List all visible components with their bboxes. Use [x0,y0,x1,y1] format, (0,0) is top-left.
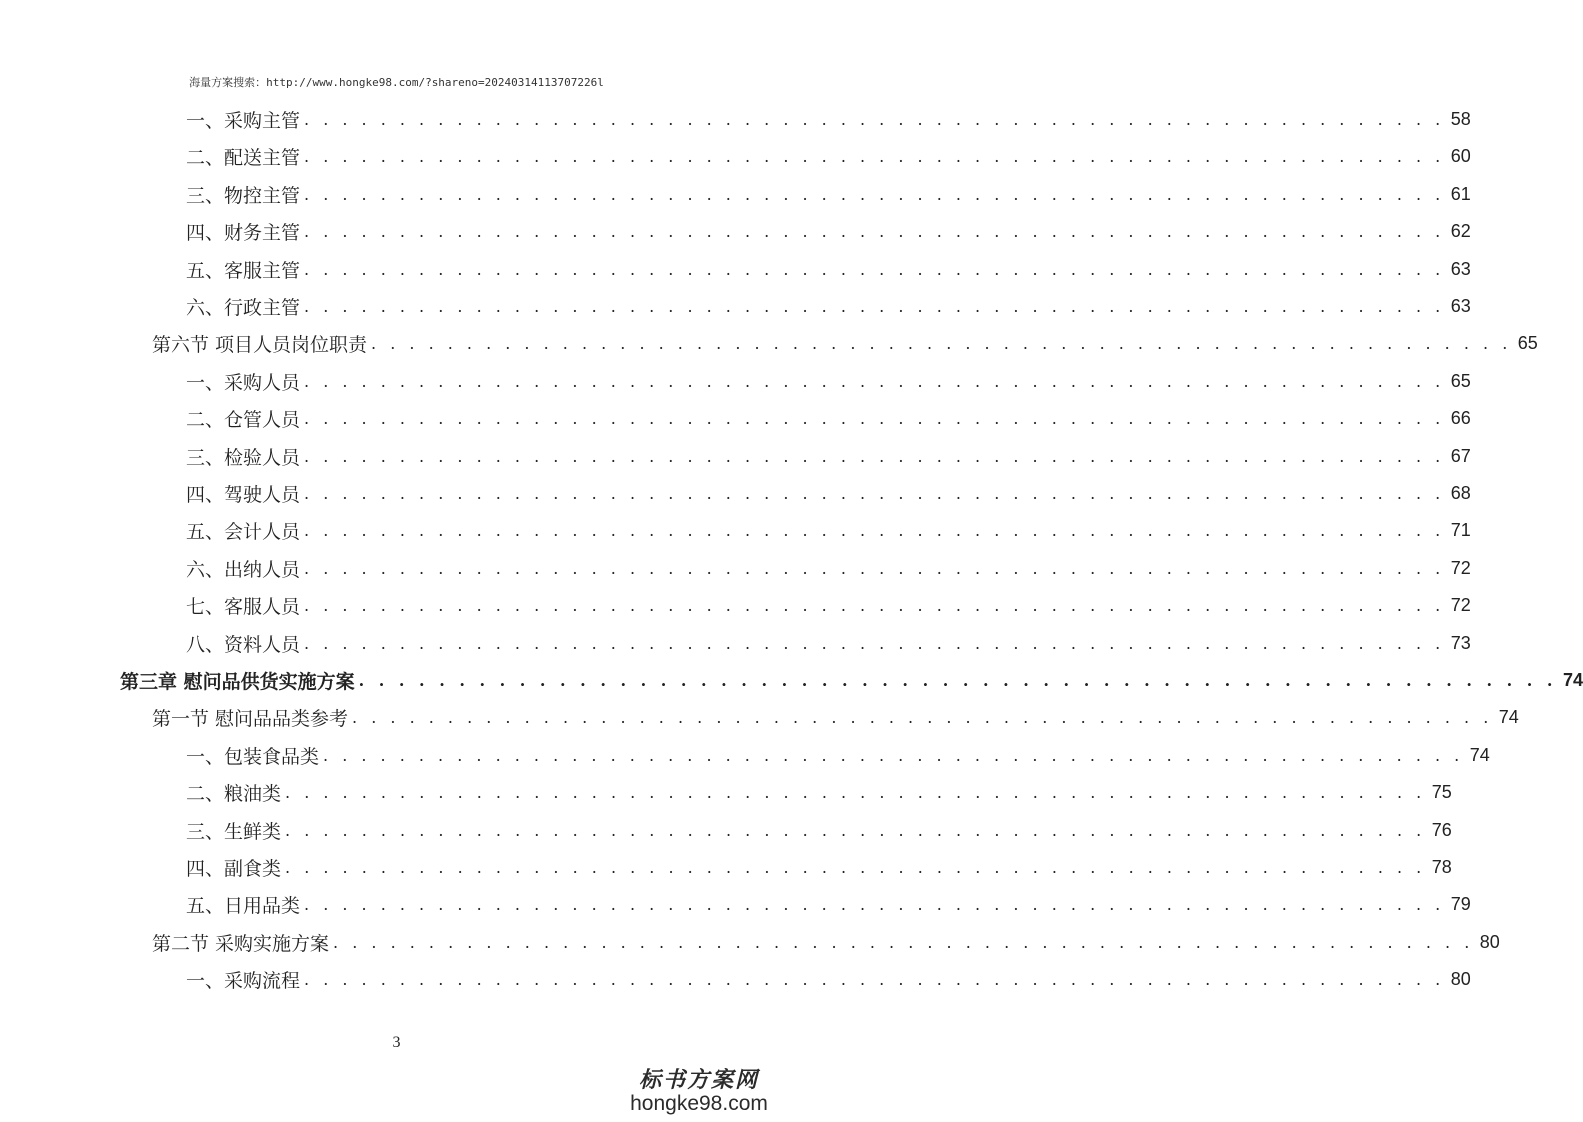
toc-entry-label: 三、检验人员 [186,446,301,469]
toc-entry-label: 第三章 慰问品供货实施方案 [120,671,355,693]
toc-dot-leader: . . . . . . . . . . . . . . . . . . . . . . . . . . . . . . . . . . . . . . . . . . . . . . . . . . . . . . . . . . . . [304,110,1445,129]
toc-entry-page: 61 [1450,183,1471,204]
toc-dot-leader: . . . . . . . . . . . . . . . . . . . . . . . . . . . . . . . . . . . . . . . . . . . . . . . . . . . . . . . . . . . . [304,409,1445,429]
toc-entry-label: 二、粮油类 [186,783,282,806]
toc-entry-label: 第二节 采购实施方案 [152,932,330,955]
toc-subsection-entry[interactable] [186,737,1490,774]
toc-dot-leader: . . . . . . . . . . . . . . . . . . . . . . . . . . . . . . . . . . . . . . . . . . . . . . . . . . . . . . . . . . . . [371,334,1512,354]
toc-entry-label: 一、采购人员 [186,371,301,394]
toc-dot-leader: . . . . . . . . . . . . . . . . . . . . . . . . . . . . . . . . . . . . . . . . . . . . . . . . . . . . . . . . . . . . [352,708,1493,728]
toc-dot-leader: . . . . . . . . . . . . . . . . . . . . . . . . . . . . . . . . . . . . . . . . . . . . . . . . . . . . . . . . . . . . [285,820,1426,840]
toc-entry-page: 80 [1450,969,1471,990]
toc-dot-leader: . . . . . . . . . . . . . . . . . . . . . . . . . . . . . . . . . . . . . . . . . . . . . . . . . . . . . . . . . . . . [304,558,1445,578]
toc-subsection-entry[interactable] [186,400,1471,437]
toc-subsection-entry[interactable] [186,138,1471,175]
header-search-link[interactable]: 海量方案搜索：http://www.hongke98.com/?shareno=20240314113707226l [189,76,604,89]
toc-entry-page: 68 [1450,483,1471,503]
toc-entry-label: 第一节 慰问品品类参考 [152,708,349,731]
watermark-brand: 标书方案网 [638,1068,759,1093]
toc-dot-leader: . . . . . . . . . . . . . . . . . . . . . . . . . . . . . . . . . . . . . . . . . . . . . . . . . . . . . . . . . . . . [304,371,1445,391]
toc-dot-leader: . . . . . . . . . . . . . . . . . . . . . . . . . . . . . . . . . . . . . . . . . . . . . . . . . . . . . . . . . . . . [304,484,1445,503]
toc-dot-leader: . . . . . . . . . . . . . . . . . . . . . . . . . . . . . . . . . . . . . . . . . . . . . . . . . . . . . . . . . . . . [285,858,1426,877]
toc-entry-label: 五、会计人员 [186,521,301,544]
toc-subsection-entry[interactable] [186,363,1471,400]
toc-entry-page: 66 [1450,408,1471,429]
toc-entry-label: 第六节 项目人员岗位职责 [152,334,368,357]
toc-entry-page: 74 [1469,744,1490,765]
toc-subsection-entry[interactable] [186,438,1471,475]
toc-subsection-entry[interactable] [186,512,1471,549]
toc-entry-page: 79 [1450,894,1471,915]
toc-subsection-entry[interactable] [186,475,1471,512]
toc-dot-leader: . . . . . . . . . . . . . . . . . . . . . . . . . . . . . . . . . . . . . . . . . . . . . . . . . . . . . . . . . . . . [304,259,1445,279]
toc-entry-label: 四、副食类 [186,858,282,880]
toc-entry-label: 六、出纳人员 [186,558,301,581]
toc-entry-page: 72 [1450,557,1471,578]
toc-subsection-entry[interactable] [186,886,1471,923]
toc-entry-page: 62 [1450,221,1471,242]
watermark-url: hongke98.com [630,1092,768,1115]
toc-subsection-entry[interactable] [186,288,1471,325]
toc-entry-page: 75 [1431,782,1452,803]
toc-entry-page: 63 [1450,258,1471,279]
toc-entry-page: 71 [1450,520,1471,541]
toc-entry-label: 二、仓管人员 [186,409,301,432]
toc-subsection-entry[interactable] [186,812,1452,849]
watermark-logo [619,1063,779,1116]
toc-subsection-entry[interactable] [186,550,1471,587]
toc-dot-leader: . . . . . . . . . . . . . . . . . . . . . . . . . . . . . . . . . . . . . . . . . . . . . . . . . . . . . . . . . . . . [304,521,1445,541]
toc-entry-page: 72 [1450,595,1471,616]
toc-subsection-entry[interactable] [186,849,1452,886]
toc-dot-leader: . . . . . . . . . . . . . . . . . . . . . . . . . . . . . . . . . . . . . . . . . . . . . . . . . . . . . . . . . . . . [304,184,1445,204]
toc-entry-page: 80 [1479,931,1500,952]
toc-entry-label: 五、客服主管 [186,259,301,282]
toc-entry-page: 58 [1450,109,1471,129]
toc-entry-page: 65 [1450,370,1471,391]
toc-entry-page: 60 [1450,146,1471,167]
toc-entry-label: 三、物控主管 [186,184,301,207]
toc-entry-label: 一、包装食品类 [186,745,320,768]
toc-entry-page: 67 [1450,445,1471,466]
toc-entry-label: 五、日用品类 [186,895,301,918]
toc-entry-label: 一、采购流程 [186,970,301,993]
toc-dot-leader: . . . . . . . . . . . . . . . . . . . . . . . . . . . . . . . . . . . . . . . . . . . . . . . . . . . . . . . . . . . . [304,147,1445,167]
toc-entry-page: 65 [1517,333,1538,354]
toc-dot-leader: . . . . . . . . . . . . . . . . . . . . . . . . . . . . . . . . . . . . . . . . . . . . . . . . . . . . . . . . . . . . [333,932,1474,952]
toc-entry-page: 74 [1563,670,1583,690]
toc-entry-label: 四、驾驶人员 [186,484,301,506]
toc-entry-label: 一、采购主管 [186,110,301,132]
toc-subsection-entry[interactable] [186,961,1471,998]
toc-subsection-entry[interactable] [186,101,1471,138]
toc-entry-label: 二、配送主管 [186,147,301,170]
toc-dot-leader: . . . . . . . . . . . . . . . . . . . . . . . . . . . . . . . . . . . . . . . . . . . . . . . . . . . . . . . . . . . . [304,596,1445,616]
toc-entry-page: 73 [1450,632,1471,653]
toc-entry-page: 74 [1498,707,1519,728]
toc-dot-leader: . . . . . . . . . . . . . . . . . . . . . . . . . . . . . . . . . . . . . . . . . . . . . . . . . . . . . . . . . . . . [304,222,1445,242]
page-number: 3 [392,1034,401,1051]
toc-subsection-entry[interactable] [186,176,1471,213]
toc-entry-label: 六、行政主管 [186,297,301,319]
toc-entry-page: 78 [1431,857,1452,877]
toc-entry-page: 76 [1431,819,1452,840]
toc-dot-leader: . . . . . . . . . . . . . . . . . . . . . . . . . . . . . . . . . . . . . . . . . . . . . . . . . . . . . . . . . . . . [285,783,1426,803]
toc-entry-page: 63 [1450,296,1471,316]
toc-dot-leader: . . . . . . . . . . . . . . . . . . . . . . . . . . . . . . . . . . . . . . . . . . . . . . . . . . . . . . . . . . . . [304,970,1445,990]
toc-subsection-entry[interactable] [186,213,1471,250]
toc-section-entry[interactable] [152,699,1519,736]
toc-entry-label: 七、客服人员 [186,596,301,619]
toc-dot-leader: . . . . . . . . . . . . . . . . . . . . . . . . . . . . . . . . . . . . . . . . . . . . . . . . . . . . . . . . . . . . [304,446,1445,466]
toc-dot-leader: . . . . . . . . . . . . . . . . . . . . . . . . . . . . . . . . . . . . . . . . . . . . . . . . . . . . . . . . . . . . [323,745,1464,765]
toc-subsection-entry[interactable] [186,774,1452,811]
toc-dot-leader: . . . . . . . . . . . . . . . . . . . . . . . . . . . . . . . . . . . . . . . . . . . . . . . . . . . . . . . . . . . . [358,671,1557,690]
toc-chapter-entry[interactable] [120,662,1583,699]
toc-dot-leader: . . . . . . . . . . . . . . . . . . . . . . . . . . . . . . . . . . . . . . . . . . . . . . . . . . . . . . . . . . . . [304,297,1445,316]
toc-subsection-entry[interactable] [186,625,1471,662]
toc-dot-leader: . . . . . . . . . . . . . . . . . . . . . . . . . . . . . . . . . . . . . . . . . . . . . . . . . . . . . . . . . . . . [304,895,1445,915]
toc-entry-label: 八、资料人员 [186,633,301,656]
toc-subsection-entry[interactable] [186,251,1471,288]
toc-entry-label: 三、生鲜类 [186,820,282,843]
toc-section-entry[interactable] [152,924,1500,961]
toc-subsection-entry[interactable] [186,587,1471,624]
toc-dot-leader: . . . . . . . . . . . . . . . . . . . . . . . . . . . . . . . . . . . . . . . . . . . . . . . . . . . . . . . . . . . . [304,633,1445,653]
toc-section-entry[interactable] [152,325,1538,362]
toc-entry-label: 四、财务主管 [186,222,301,245]
